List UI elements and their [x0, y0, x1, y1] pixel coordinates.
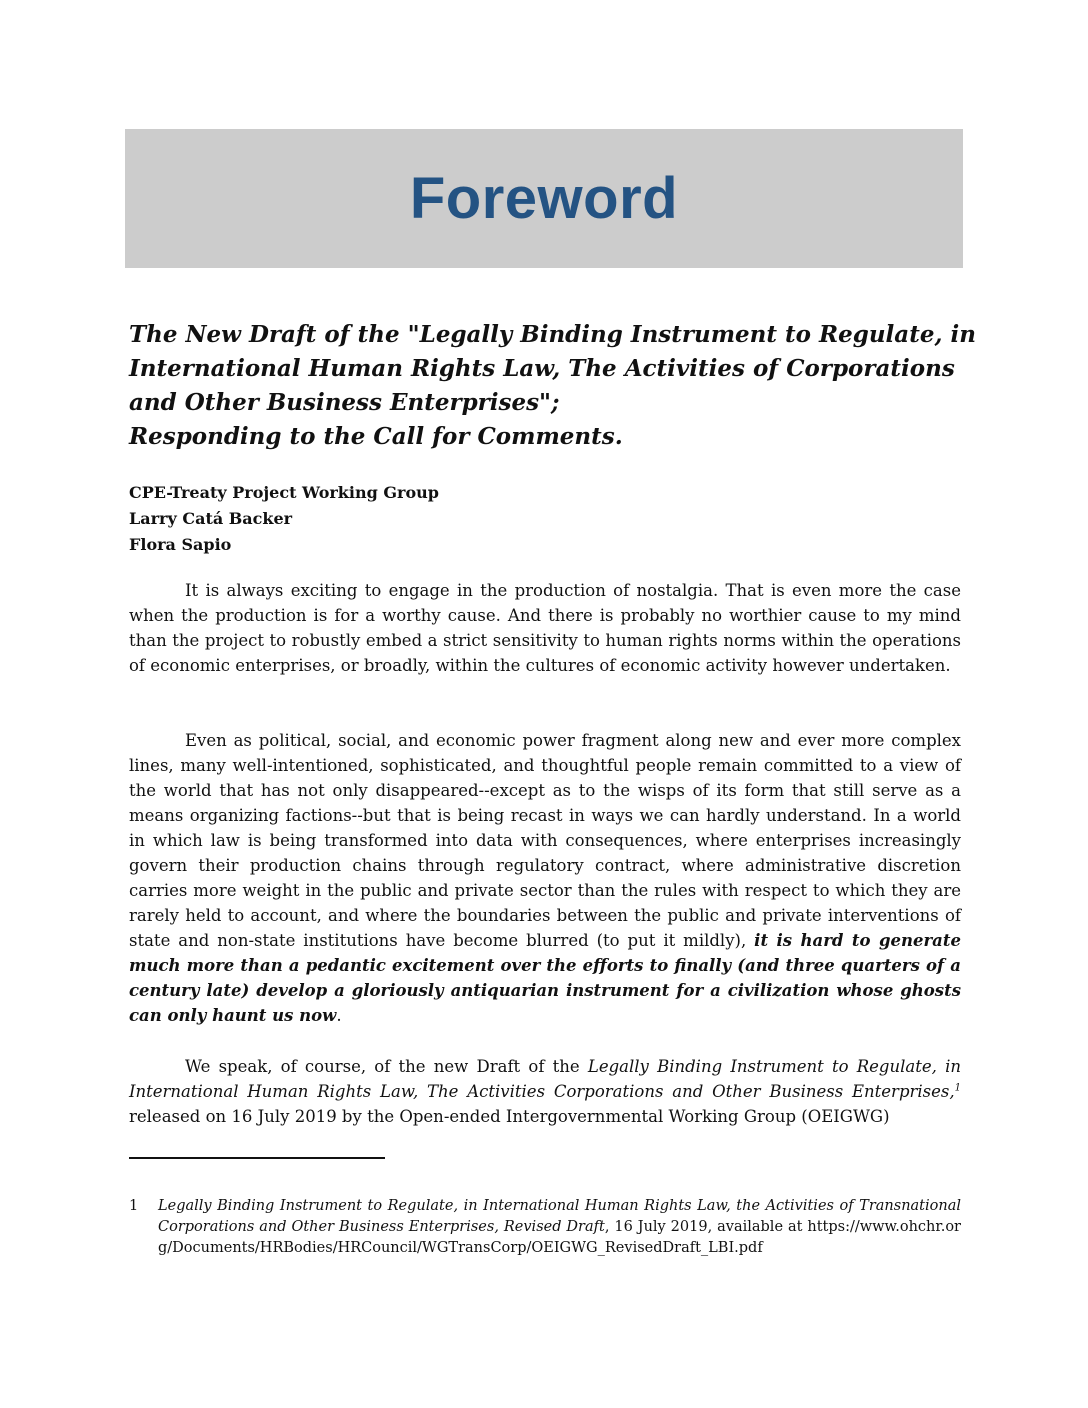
paragraph-end: . — [336, 1006, 342, 1025]
author-name: Larry Catá Backer — [129, 509, 293, 528]
footnote-ref[interactable]: 1 — [954, 1082, 961, 1094]
footnote — [129, 1196, 961, 1259]
title-line: The New Draft of the "Legally Binding Instrument to Regulate, in — [129, 321, 976, 348]
emphasized-text: it is hard to generate much more than a pedantic excitement over the efforts to finally (and three quarters of a century late) develop a gloriously antiquarian instrument for a civilization whose ghosts can only haunt us now — [129, 931, 961, 1025]
document-title — [129, 318, 976, 454]
paragraph-text — [129, 1054, 961, 1129]
footnote-source-title: Legally Binding Instrument to Regulate, in International Human Rights Law, the Activities of Transnational Corporations and Other Business Enterprises, Revised Draft — [158, 1198, 961, 1235]
paragraph-2 — [129, 728, 961, 1028]
author-group: CPE-Treaty Project Working Group — [129, 483, 439, 502]
title-line: and Other Business Enterprises"; — [129, 389, 560, 416]
author-name: Flora Sapio — [129, 535, 232, 554]
page-title: Foreword — [409, 166, 679, 231]
instrument-title: Legally Binding Instrument to Regulate, in International Human Rights Law, The Activities Corporations and Other Business Enterprises, — [129, 1057, 961, 1101]
paragraph-1 — [129, 578, 961, 678]
footnote-text — [158, 1196, 961, 1259]
author-list — [129, 480, 439, 558]
title-line: Responding to the Call for Comments. — [129, 423, 623, 450]
footnote-divider — [129, 1157, 385, 1159]
footnote-number: 1 — [129, 1198, 139, 1214]
footnote-source-details: , 16 July 2019, available at https://www.ohchr.org/Documents/HRBodies/HRCouncil/WGTransCorp/OEIGWG_RevisedDraft_LBI.pdf — [158, 1219, 961, 1256]
paragraph-3 — [129, 1054, 961, 1129]
paragraph-plain-text: released on 16 July 2019 by the Open-ended Intergovernmental Working Group (OEIGWG) — [129, 1107, 890, 1126]
paragraph-text: It is always exciting to engage in the production of nostalgia. That is even more the case when the production is for a worthy cause. And there is probably no worthier cause to my mind than the project to robustly embed a strict sensitivity to human rights norms within the operations of economic enterprises, or broadly, within the cultures of economic activity however undertaken. — [129, 581, 961, 675]
paragraph-plain-text: Even as political, social, and economic power fragment along new and ever more complex lines, many well-intentioned, sophisticated, and thoughtful people remain committed to a view of the world that has not only disappeared--except as to the wisps of its form that still serve as a means organizing factions--but that is being recast in ways we can hardly understand. In a world in which law is being transformed into data with consequences, where enterprises increasingly govern their production chains through regulatory contract, where administrative discretion carries more weight in the public and private sector than the rules with respect to which they are rarely held to account, and where the boundaries between the public and private interventions of state and non-state institutions have become blurred (to put it mildly), — [129, 731, 961, 950]
title-line: International Human Rights Law, The Activities of Corporations — [129, 355, 955, 382]
paragraph-text — [129, 728, 961, 1028]
paragraph-plain-text: We speak, of course, of the new Draft of the — [185, 1057, 588, 1076]
foreword-banner — [125, 129, 963, 268]
